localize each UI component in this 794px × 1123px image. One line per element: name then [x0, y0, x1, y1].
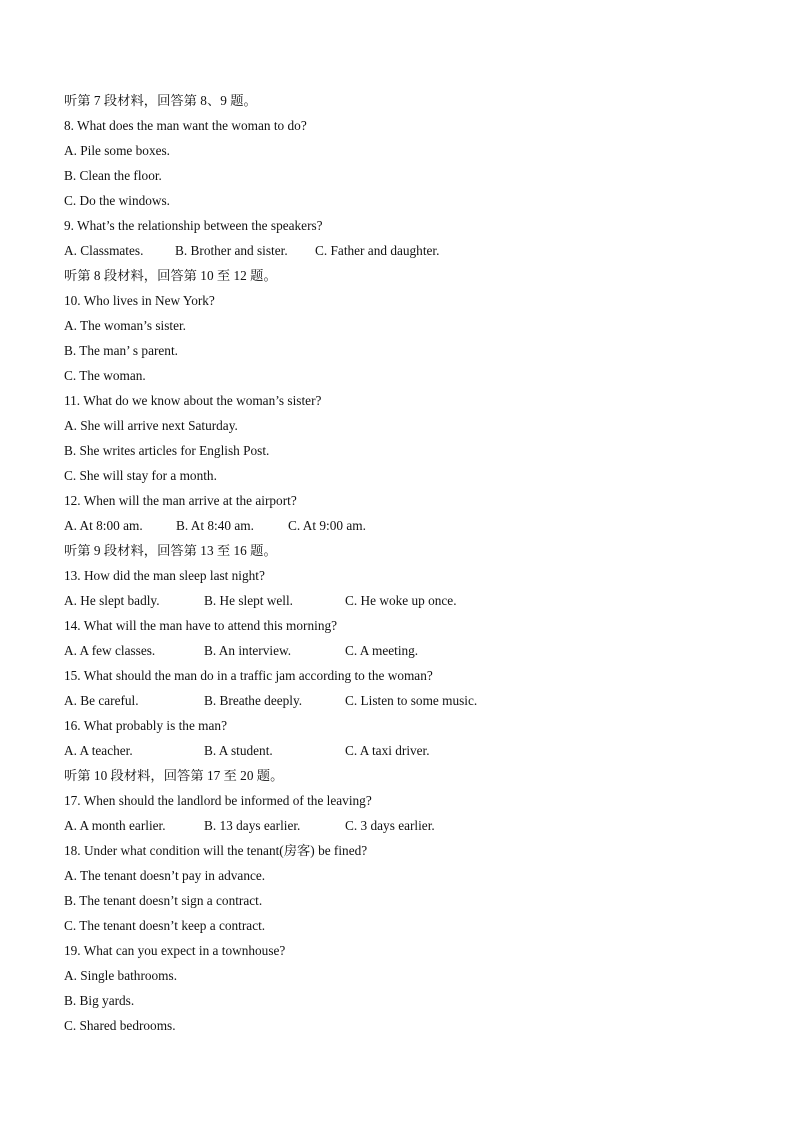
section-heading: 听第 8 段材料，回答第 10 至 12 题。	[64, 268, 277, 283]
options-row	[64, 813, 744, 838]
section-heading: 听第 10 段材料，回答第 17 至 20 题。	[64, 768, 284, 783]
answer-option: B. He slept well.	[204, 593, 294, 608]
answer-option: B. Clean the floor.	[64, 168, 162, 183]
answer-option: B. The tenant doesn’t sign a contract.	[64, 893, 263, 908]
answer-option: C. A taxi driver.	[345, 743, 430, 758]
question-text: 12. When will the man arrive at the airport?	[64, 493, 297, 508]
options-row	[64, 513, 744, 538]
answer-option: C. The tenant doesn’t keep a contract.	[64, 918, 266, 933]
answer-option: B. Big yards.	[64, 993, 135, 1008]
answer-option: A. A month earlier.	[64, 818, 166, 833]
answer-option: C. Listen to some music.	[345, 693, 478, 708]
options-row	[64, 738, 744, 763]
answer-option: B. An interview.	[204, 643, 292, 658]
answer-option: C. He woke up once.	[345, 593, 457, 608]
answer-option: A. He slept badly.	[64, 593, 160, 608]
question-text: 18. Under what condition will the tenant(房客) be fined?	[64, 843, 368, 858]
answer-option: A. Be careful.	[64, 693, 139, 708]
answer-option: A. Classmates.	[64, 243, 144, 258]
answer-option: C. Do the windows.	[64, 193, 171, 208]
answer-option: B. At 8:40 am.	[176, 518, 254, 533]
answer-option: A. The tenant doesn’t pay in advance.	[64, 868, 266, 883]
answer-option: A. At 8:00 am.	[64, 518, 143, 533]
answer-option: B. She writes articles for English Post.	[64, 443, 270, 458]
question-text: 17. When should the landlord be informed of the leaving?	[64, 793, 372, 808]
document-body	[64, 88, 744, 1038]
question-text: 19. What can you expect in a townhouse?	[64, 943, 286, 958]
options-row	[64, 688, 744, 713]
answer-option: B. Breathe deeply.	[204, 693, 303, 708]
answer-option: A. Pile some boxes.	[64, 143, 170, 158]
question-text: 16. What probably is the man?	[64, 718, 227, 733]
question-text: 8. What does the man want the woman to do?	[64, 118, 307, 133]
answer-option: C. Father and daughter.	[315, 243, 440, 258]
question-text: 9. What’s the relationship between the speakers?	[64, 218, 323, 233]
answer-option: C. She will stay for a month.	[64, 468, 217, 483]
answer-option: B. A student.	[204, 743, 273, 758]
answer-option: C. At 9:00 am.	[288, 518, 366, 533]
question-text: 11. What do we know about the woman’s sister?	[64, 393, 322, 408]
answer-option: A. She will arrive next Saturday.	[64, 418, 238, 433]
answer-option: C. A meeting.	[345, 643, 419, 658]
answer-option: C. Shared bedrooms.	[64, 1018, 176, 1033]
options-row	[64, 588, 744, 613]
options-row	[64, 638, 744, 663]
answer-option: C. 3 days earlier.	[345, 818, 435, 833]
question-text: 14. What will the man have to attend this morning?	[64, 618, 338, 633]
section-heading: 听第 9 段材料，回答第 13 至 16 题。	[64, 543, 277, 558]
answer-option: A. A teacher.	[64, 743, 133, 758]
answer-option: B. 13 days earlier.	[204, 818, 301, 833]
options-row	[64, 238, 744, 263]
answer-option: C. The woman.	[64, 368, 146, 383]
answer-option: A. A few classes.	[64, 643, 156, 658]
question-text: 15. What should the man do in a traffic jam according to the woman?	[64, 668, 433, 683]
answer-option: B. Brother and sister.	[175, 243, 288, 258]
question-text: 13. How did the man sleep last night?	[64, 568, 265, 583]
question-text: 10. Who lives in New York?	[64, 293, 215, 308]
section-heading: 听第 7 段材料，回答第 8、9 题。	[64, 93, 257, 108]
answer-option: B. The man’ s parent.	[64, 343, 178, 358]
answer-option: A. The woman’s sister.	[64, 318, 187, 333]
answer-option: A. Single bathrooms.	[64, 968, 178, 983]
